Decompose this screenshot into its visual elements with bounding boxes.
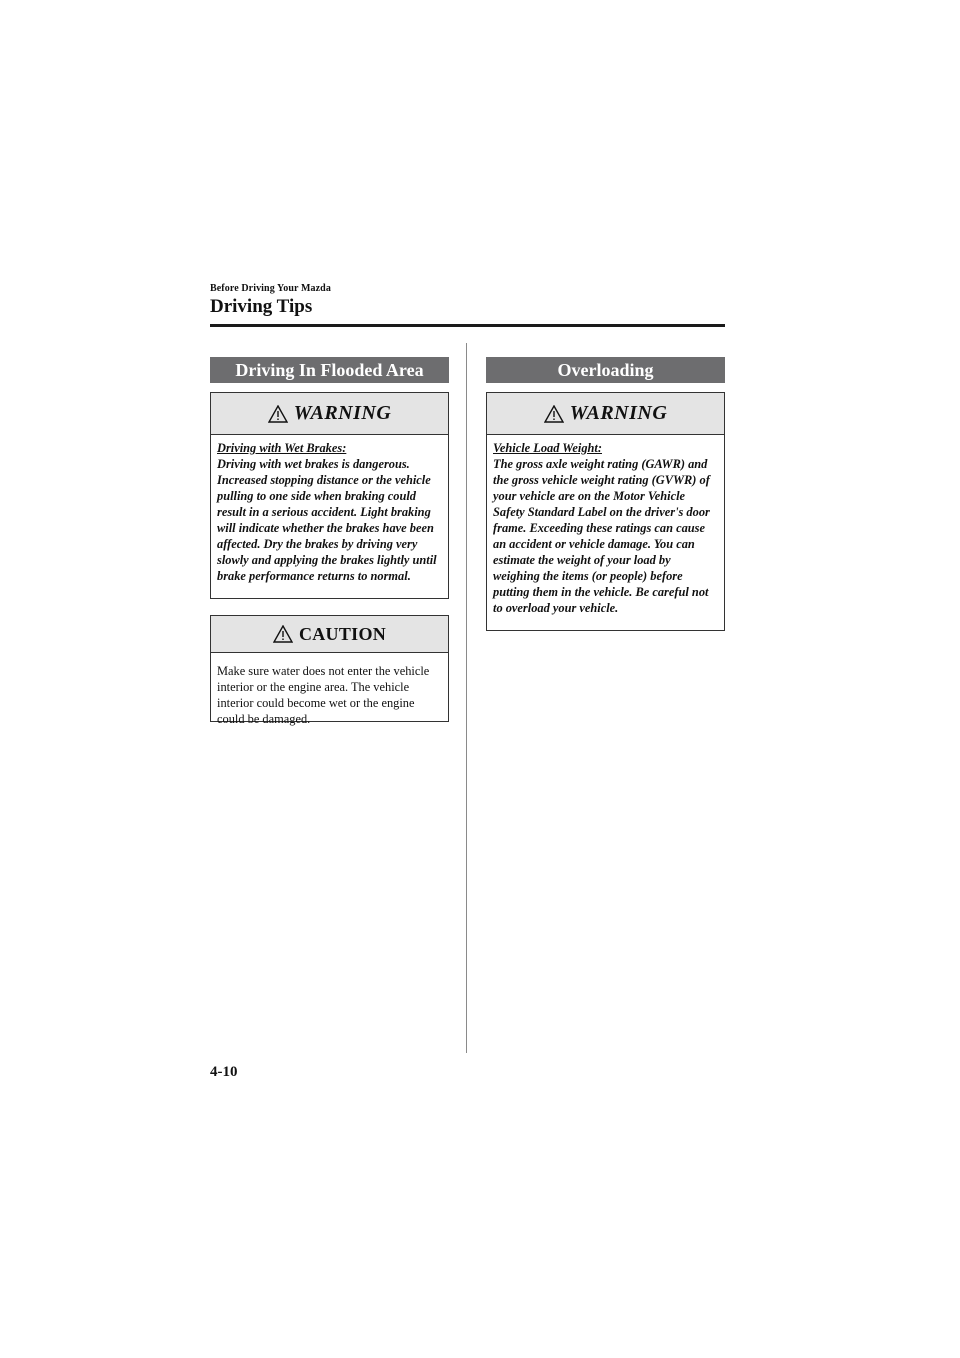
breadcrumb: Before Driving Your Mazda [210, 283, 331, 294]
warning-text: The gross axle weight rating (GAWR) and the gross vehicle weight rating (GVWR) of your vehicle are on the Motor Vehicle Safety Standard Label on the driver's door frame. Exceeding these ratings can cause an accident or vehicle damage. You can estimate the weight of your load by weighing the items (or people) before putting them in the vehicle. Be careful not to overload your vehicle. [493, 457, 710, 615]
warning-label: WARNING [293, 402, 392, 424]
section-title: Driving Tips [210, 296, 313, 317]
warning-body [487, 435, 724, 624]
heading-driving-in-flooded-area: Driving In Flooded Area [210, 357, 449, 383]
warning-label: WARNING [569, 402, 668, 424]
warning-subtitle: Vehicle Load Weight: [493, 441, 602, 455]
warning-triangle-icon [544, 405, 564, 423]
warning-subtitle: Driving with Wet Brakes: [217, 441, 347, 455]
warning-header [211, 393, 448, 435]
caution-box-water-entry [210, 615, 449, 726]
warning-body [211, 435, 448, 592]
warning-text: Driving with wet brakes is dangerous. Increased stopping distance or the vehicle pulling to one side when braking could result in a serious accident. Light braking will indicate whether the brakes have been affected. Dry the brakes by driving very slowly and applying the brakes lightly until brake performance returns to normal. [217, 457, 437, 583]
column-divider [466, 343, 467, 1053]
header-rule [210, 324, 725, 327]
warning-box-wet-brakes [210, 392, 449, 599]
caution-label: CAUTION [298, 623, 387, 644]
warning-box-vehicle-load [486, 392, 725, 631]
caution-text: Make sure water does not enter the vehicle interior or the engine area. The vehicle interior could become wet or the engine could be damaged. [217, 664, 430, 726]
page-number: 4-10 [210, 1064, 238, 1080]
heading-overloading: Overloading [486, 357, 725, 383]
caution-header [211, 616, 448, 653]
warning-header [487, 393, 724, 435]
warning-triangle-icon [268, 405, 288, 423]
warning-triangle-icon [273, 625, 293, 643]
